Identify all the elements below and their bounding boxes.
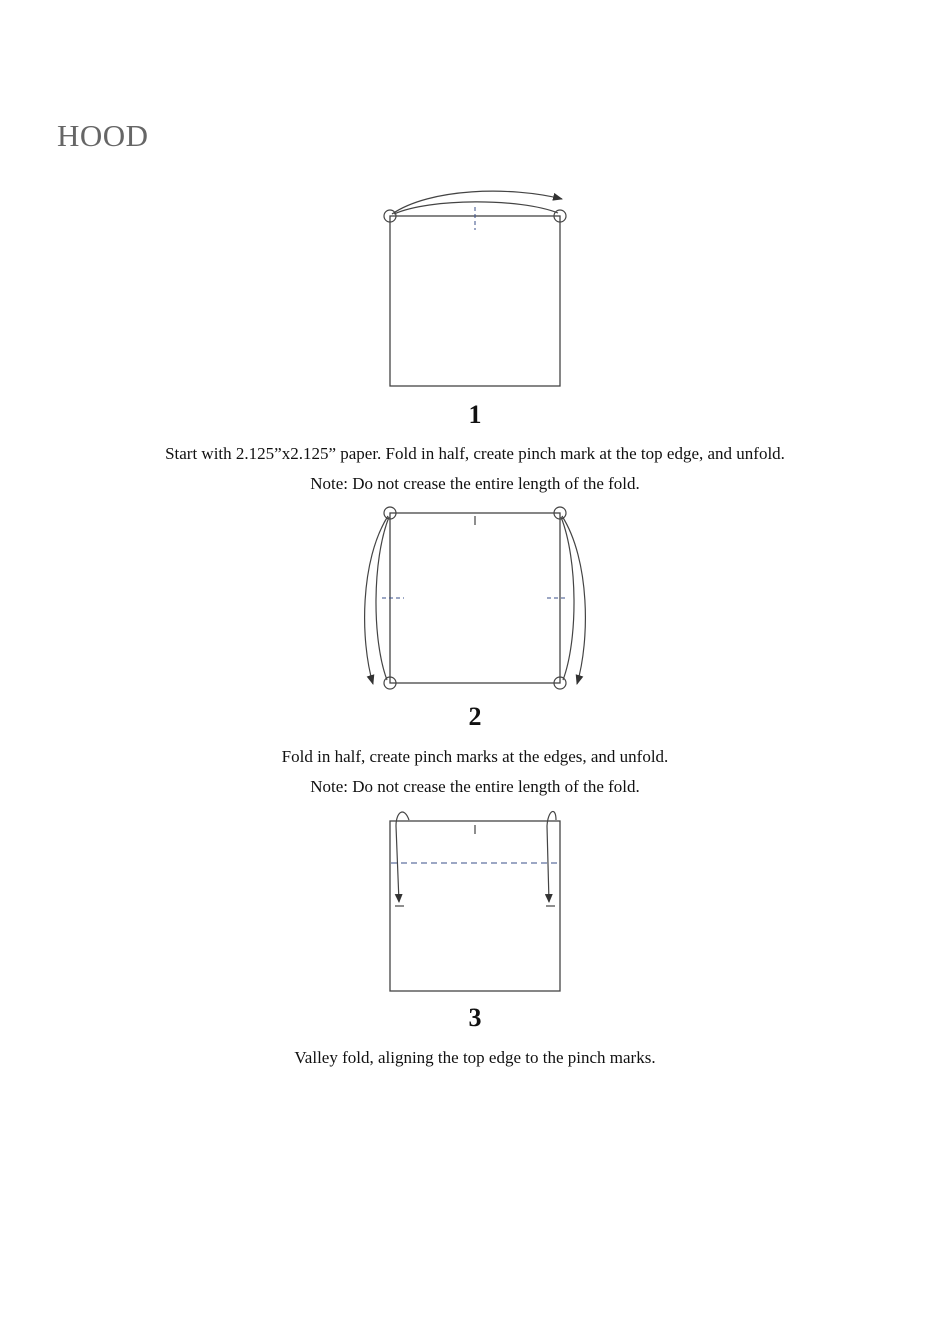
paper-square bbox=[390, 821, 560, 991]
step-note: Note: Do not crease the entire length of the fold. bbox=[310, 474, 640, 493]
step-number: 3 bbox=[468, 1003, 482, 1032]
right-valley-arrow bbox=[547, 811, 556, 902]
step-number: 2 bbox=[468, 702, 482, 731]
return-arrow bbox=[394, 202, 558, 214]
left-valley-arrow bbox=[396, 812, 409, 902]
step-2-diagram bbox=[0, 500, 950, 700]
fold-arrow bbox=[392, 191, 562, 214]
paper-square bbox=[390, 216, 560, 386]
step-note: Note: Do not crease the entire length of the fold. bbox=[310, 777, 640, 796]
step-1-diagram bbox=[0, 180, 950, 395]
step-instruction: Valley fold, aligning the top edge to the pinch marks. bbox=[294, 1048, 656, 1067]
step-3-diagram bbox=[0, 805, 950, 995]
step-instruction: Fold in half, create pinch marks at the edges, and unfold. bbox=[281, 747, 669, 766]
paper-square bbox=[390, 513, 560, 683]
page-title: HOOD bbox=[57, 118, 149, 153]
step-instruction: Start with 2.125”x2.125” paper. Fold in half, create pinch mark at the top edge, and unfold. bbox=[165, 444, 785, 463]
step-number: 1 bbox=[468, 400, 482, 429]
